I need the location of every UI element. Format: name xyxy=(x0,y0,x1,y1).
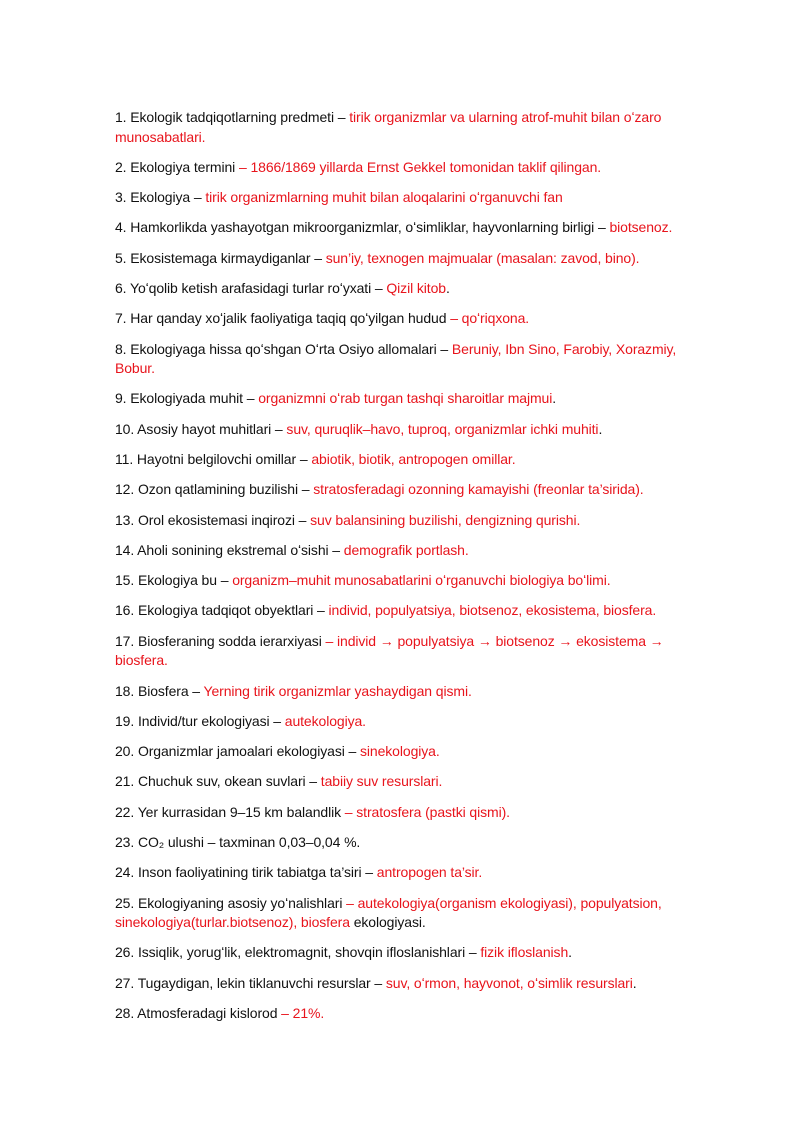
item-tail: . xyxy=(445,279,450,296)
item-text: 24. Inson faoliyatining tirik tabiatga ta’siri – xyxy=(115,864,377,881)
item-text: 4. Hamkorlikda yashayotgan mikroorganizmlar, oʻsimliklar, hayvonlarning birligi – xyxy=(115,219,610,236)
item-answer: – stratosfera (pastki qismi). xyxy=(344,803,510,820)
item-text: 20. Organizmlar jamoalari ekologiyasi – xyxy=(115,743,360,760)
item-text: 28. Atmosferadagi kislorod xyxy=(115,1005,282,1022)
item-answer: stratosferadagi ozonning kamayishi (freonlar ta’sirida). xyxy=(313,481,644,498)
list-item xyxy=(115,712,715,732)
item-text: 19. Individ/tur ekologiyasi – xyxy=(115,712,285,729)
list-item xyxy=(115,420,715,440)
item-answer: suv, oʻrmon, hayvonot, oʻsimlik resurslari xyxy=(385,974,633,991)
list-item xyxy=(115,541,715,561)
list-item xyxy=(115,279,715,299)
item-text: 7. Har qanday xoʻjalik faoliyatiga taqiq qoʻyilgan hudud xyxy=(115,310,451,327)
item-text: 14. Aholi sonining ekstremal oʻsishi – xyxy=(115,541,344,558)
item-tail: . xyxy=(568,944,572,961)
document-page xyxy=(115,108,715,1034)
item-text: 21. Chuchuk suv, okean suvlari – xyxy=(115,773,321,790)
list-item xyxy=(115,218,715,238)
list-item xyxy=(115,511,715,531)
item-answer: autekologiya. xyxy=(284,712,366,729)
list-item xyxy=(115,389,715,409)
list-item xyxy=(115,863,715,883)
list-item xyxy=(115,833,715,853)
item-answer: Qizil kitob xyxy=(386,279,446,296)
list-item xyxy=(115,450,715,470)
item-text: 1. Ekologik tadqiqotlarning predmeti – xyxy=(115,109,350,125)
item-text: 9. Ekologiyada muhit – xyxy=(115,390,259,407)
list-item xyxy=(115,1004,715,1024)
item-answer: – 21%. xyxy=(281,1005,325,1022)
list-item xyxy=(115,158,715,178)
list-item xyxy=(115,742,715,762)
list-item xyxy=(115,601,715,621)
list-item xyxy=(115,249,715,269)
item-answer: biotsenoz. xyxy=(609,219,673,236)
item-answer: – qoʻriqxona. xyxy=(450,310,530,327)
list-item xyxy=(115,108,715,147)
item-answer: organizmni oʻrab turgan tashqi sharoitlar majmui xyxy=(258,390,553,407)
list-item xyxy=(115,803,715,823)
item-answer: tirik organizmlar va ularning atrof-muhit bilan oʻzaro munosabatlari. xyxy=(115,109,662,145)
item-answer: Beruniy, Ibn Sino, Farobiy, Xorazmiy, Bobur. xyxy=(115,340,677,377)
item-answer: Yerning tirik organizmlar yashaydigan qismi. xyxy=(203,682,472,699)
item-answer: organizm–muhit munosabatlarini oʻrganuvchi biologiya boʻlimi. xyxy=(232,572,611,589)
item-text: 8. Ekologiyaga hissa qoʻshgan Oʻrta Osiyo allomalari – xyxy=(115,340,452,357)
list-item xyxy=(115,188,715,208)
item-answer: – autekologiya(organism ekologiyasi), populyatsion, sinekologiya(turlar.biotsenoz), biosfera xyxy=(115,894,662,931)
item-text: 2. Ekologiya termini xyxy=(115,158,239,175)
item-text: 5. Ekosistemaga kirmaydiganlar – xyxy=(115,249,326,266)
list-item xyxy=(115,340,715,379)
item-text: 16. Ekologiya tadqiqot obyektlari – xyxy=(115,602,329,619)
list-item xyxy=(115,571,715,591)
list-item xyxy=(115,632,715,671)
list-item xyxy=(115,309,715,329)
item-text: 13. Orol ekosistemasi inqirozi – xyxy=(115,511,311,528)
item-answer: fizik ifloslanish xyxy=(480,944,569,961)
item-text: 10. Asosiy hayot muhitlari – xyxy=(115,420,287,437)
item-tail: . xyxy=(632,974,637,991)
item-answer: sun’iy, texnogen majmualar (masalan: zavod, bino). xyxy=(325,249,640,266)
item-answer: individ, populyatsiya, biotsenoz, ekosistema, biosfera. xyxy=(328,602,657,619)
list-item xyxy=(115,480,715,500)
item-text: 6. Yoʻqolib ketish arafasidagi turlar roʻyxati – xyxy=(115,279,387,296)
item-text: 18. Biosfera – xyxy=(115,682,204,699)
item-text: 11. Hayotni belgilovchi omillar – xyxy=(115,450,312,467)
list-item xyxy=(115,682,715,702)
item-text: 15. Ekologiya bu – xyxy=(115,572,233,589)
item-tail: . xyxy=(552,390,557,407)
list-item xyxy=(115,974,715,994)
item-answer: tirik organizmlarning muhit bilan aloqalarini oʻrganuvchi fan xyxy=(205,189,563,206)
item-text: 3. Ekologiya – xyxy=(115,189,206,206)
item-answer: suv balansining buzilishi, dengizning qurishi. xyxy=(310,511,581,528)
item-answer: tabiiy suv resurslari. xyxy=(320,773,443,790)
item-text: 17. Biosferaning sodda ierarxiyasi xyxy=(115,632,326,649)
item-answer: suv, quruqlik–havo, tuproq, organizmlar ichki muhiti xyxy=(286,420,599,437)
item-text: 12. Ozon qatlamining buzilishi – xyxy=(115,481,314,498)
item-tail: ekologiyasi. xyxy=(349,914,426,931)
item-text: 27. Tugaydigan, lekin tiklanuvchi resurslar – xyxy=(115,974,386,991)
item-answer: sinekologiya. xyxy=(360,743,440,760)
item-answer: – individ → populyatsiya → biotsenoz → ekosistema → biosfera. xyxy=(115,632,664,669)
list-item xyxy=(115,772,715,792)
item-answer: – 1866/1869 yillarda Ernst Gekkel tomonidan taklif qilingan. xyxy=(238,158,602,175)
item-tail: . xyxy=(598,420,603,437)
item-text: 26. Issiqlik, yorugʻlik, elektromagnit, shovqin ifloslanishlari – xyxy=(115,944,481,961)
item-answer: abiotik, biotik, antropogen omillar. xyxy=(311,450,516,467)
item-text: 22. Yer kurrasidan 9–15 km balandlik xyxy=(115,803,345,820)
item-answer: demografik portlash. xyxy=(343,541,469,558)
item-text: 23. CO₂ ulushi – taxminan 0,03–0,04 %. xyxy=(115,834,361,851)
item-text: 25. Ekologiyaning asosiy yoʻnalishlari xyxy=(115,894,347,911)
list-item xyxy=(115,894,715,933)
list-item xyxy=(115,943,715,963)
item-answer: antropogen ta’sir. xyxy=(376,864,483,881)
